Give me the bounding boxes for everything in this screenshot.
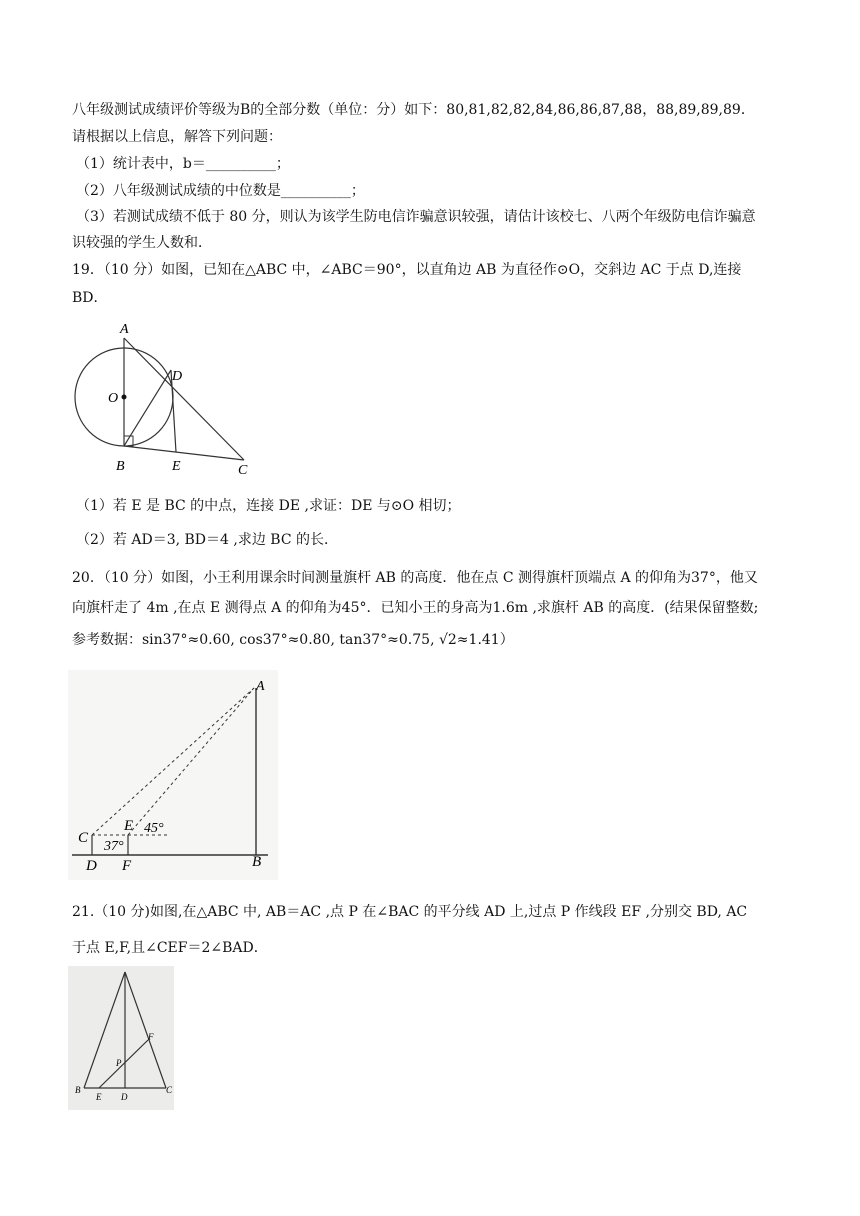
label-E: E <box>124 818 134 834</box>
angle-37: 37° <box>104 839 124 854</box>
label-E: E <box>172 459 181 474</box>
label-E: E <box>96 1092 102 1102</box>
label-O: O <box>108 391 119 406</box>
figure-19 <box>68 318 258 480</box>
label-P: P <box>116 1058 122 1068</box>
label-F: F <box>148 1032 154 1042</box>
question-19-part-1: （1）若 E 是 BC 的中点，连接 DE ,求证：DE 与⊙O 相切； <box>76 498 461 514</box>
stat-grade-b-scores: 八年级测试成绩评价等级为B的全部分数（单位：分）如下：80,81,82,82,84,86,86,87,88，88,89,89,89． <box>72 102 755 118</box>
label-B: B <box>116 459 125 474</box>
figure-21 <box>68 966 174 1110</box>
question-20-reference-data: 参考数据：sin37°≈0.60, cos37°≈0.80, tan37°≈0.75, √2≈1.41） <box>72 632 514 648</box>
angle-45: 45° <box>144 821 164 836</box>
label-C: C <box>238 463 248 478</box>
question-19-stem: 19．（10 分）如图，已知在△ABC 中，∠ABC＝90°，以直角边 AB 为直径作⊙O，交斜边 AC 于点 D,连接 <box>72 262 742 278</box>
label-F: F <box>122 858 132 874</box>
label-A: A <box>120 322 129 337</box>
label-C: C <box>166 1085 173 1095</box>
question-20-stem-cont: 向旗杆走了 4m ,在点 E 测得点 A 的仰角为45°．已知小王的身高为1.6m ,求旗杆 AB 的高度．(结果保留整数; <box>72 600 759 616</box>
question-18-part-2: （2）八年级测试成绩的中位数是__________； <box>76 183 365 199</box>
label-B: B <box>75 1085 81 1095</box>
instruction: 请根据以上信息，解答下列问题： <box>72 129 282 145</box>
label-B: B <box>252 854 262 870</box>
question-18-part-1: （1）统计表中，b＝__________； <box>76 156 290 172</box>
question-18-part-3-cont: 识较强的学生人数和． <box>72 235 212 251</box>
figure-20 <box>68 670 278 880</box>
label-D: D <box>86 858 97 874</box>
question-18-part-3: （3）若测试成绩不低于 80 分，则认为该学生防电信诈骗意识较强，请估计该校七、八两个年级防电信诈骗意 <box>76 209 756 225</box>
label-A: A <box>256 679 265 694</box>
question-20-stem: 20．（10 分）如图，小王利用课余时间测量旗杆 AB 的高度．他在点 C 测得旗杆顶端点 A 的仰角为37°，他又 <box>72 570 758 586</box>
label-D: D <box>121 1092 128 1102</box>
label-C: C <box>78 830 89 846</box>
question-19-part-2: （2）若 AD＝3, BD＝4 ,求边 BC 的长． <box>76 532 338 548</box>
label-D: D <box>172 369 183 384</box>
question-21-stem-cont: 于点 E,F,且∠CEF＝2∠BAD． <box>72 940 268 956</box>
question-21-stem: 21.（10 分)如图,在△ABC 中, AB＝AC ,点 P 在∠BAC 的平分线 AD 上,过点 P 作线段 EF ,分别交 BD, AC <box>72 904 748 920</box>
question-19-stem-cont: BD． <box>72 290 108 306</box>
